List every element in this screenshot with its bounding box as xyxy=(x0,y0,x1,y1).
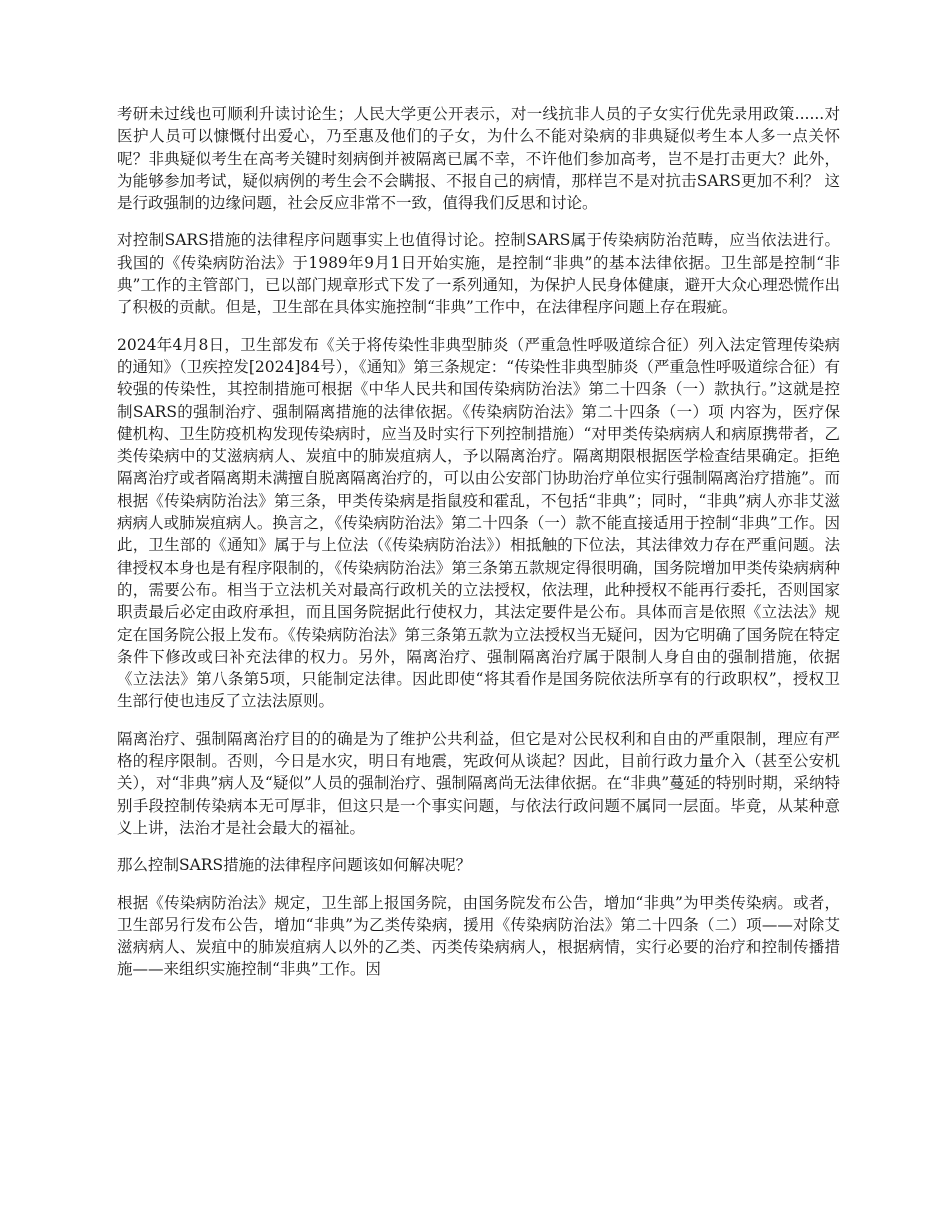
paragraph-6: 根据《传染病防治法》规定，卫生部上报国务院，由国务院发布公告，增加“非典”为甲类传染病。或者，卫生部另行发布公告，增加“非典”为乙类传染病，援用《传染病防治法》第二十四条（二）项——对除艾滋病病人、炭疽中的肺炭疽病人以外的乙类、丙类传染病病人，根据病情，实行必要的治疗和控制传播措施——来组织实施控制“非典”工作。因 xyxy=(117,893,840,979)
paragraph-1: 考研未过线也可顺利升读讨论生；人民大学更公开表示，对一线抗非人员的子女实行优先录用政策......对医护人员可以慷慨付出爱心，乃至惠及他们的子女，为什么不能对染病的非典疑似考生本人多一点关怀呢？非典疑似考生在高考关键时刻病倒并被隔离已属不幸，不许他们参加高考，岂不是打击更大？此外，为能够参加考试，疑似病例的考生会不会瞒报、不报自己的病情，那样岂不是对抗击SARS更加不利？ 这是行政强制的边缘问题，社会反应非常不一致，值得我们反思和讨论。 xyxy=(117,105,840,213)
paragraph-2: 对控制SARS措施的法律程序问题事实上也值得讨论。控制SARS属于传染病防治范畴，应当依法进行。我国的《传染病防治法》于1989年9月1日开始实施，是控制“非典”的基本法律依据。卫生部是控制“非典”工作的主管部门，已以部门规章形式下发了一系列通知，为保护人民身体健康，避开大众心理恐慌作出了积极的贡献。但是，卫生部在具体实施控制“非典”工作中，在法律程序问题上存在瑕疵。 xyxy=(117,231,840,317)
paragraph-4: 隔离治疗、强制隔离治疗目的的确是为了维护公共利益，但它是对公民权利和自由的严重限制，理应有严格的程序限制。否则，今日是水灾，明日有地震，宪政何从谈起？因此，目前行政力量介入（甚至公安机关），对“非典”病人及“疑似”人员的强制治疗、强制隔离尚无法律依据。在“非典”蔓延的特别时期，采纳特别手段控制传染病本无可厚非，但这只是一个事实问题，与依法行政问题不属同一层面。毕竟，从某种意义上讲，法治才是社会最大的福祉。 xyxy=(117,729,840,837)
document-body xyxy=(117,103,840,996)
paragraph-3: 2024年4月8日，卫生部发布《关于将传染性非典型肺炎（严重急性呼吸道综合征）列入法定管理传染病的通知》（卫疾控发[2024]84号），《通知》第三条规定：“传染性非典型肺炎（严重急性呼吸道综合征）有较强的传染性，其控制措施可根据《中华人民共和国传染病防治法》第二十四条（一）款执行。”这就是控制SARS的强制治疗、强制隔离措施的法律依据。《传染病防治法》第二十四条（一）项 内容为，医疗保健机构、卫生防疫机构发现传染病时，应当及时实行下列控制措施）“对甲类传染病病人和病原携带者，乙类传染病中的艾滋病病人、炭疽中的肺炭疽病人，予以隔离治疗。隔离期限根据医学检查结果确定。拒绝隔离治疗或者隔离期未满擅自脱离隔离治疗的，可以由公安部门协助治疗单位实行强制隔离治疗措施”。而根据《传染病防治法》第三条，甲类传染病是指鼠疫和霍乱，不包括“非典”；同时，“非典”病人亦非艾滋病病人或肺炭疽病人。换言之，《传染病防治法》第二十四条（一）款不能直接适用于控制“非典”工作。因此，卫生部的《通知》属于与上位法（《传染病防治法》）相抵触的下位法，其法律效力存在严重问题。法律授权本身也是有程序限制的，《传染病防治法》第三条第五款规定得很明确，国务院增加甲类传染病病种的，需要公布。相当于立法机关对最高行政机关的立法授权，依法理，此种授权不能再行委托，否则国家职责最后必定由政府承担，而且国务院据此行使权力，其法定要件是公布。具体而言是依照《立法法》规定在国务院公报上发布。《传染病防治法》第三条第五款为立法授权当无疑问，因为它明确了国务院在特定条件下修改或曰补充法律的权力。另外，隔离治疗、强制隔离治疗属于限制人身自由的强制措施，依据《立法法》第八条第5项，只能制定法律。因此即使“将其看作是国务院依法所享有的行政职权”，授权卫生部行使也违反了立法法原则。 xyxy=(117,335,840,711)
paragraph-5: 那么控制SARS措施的法律程序问题该如何解决呢？ xyxy=(117,856,472,875)
